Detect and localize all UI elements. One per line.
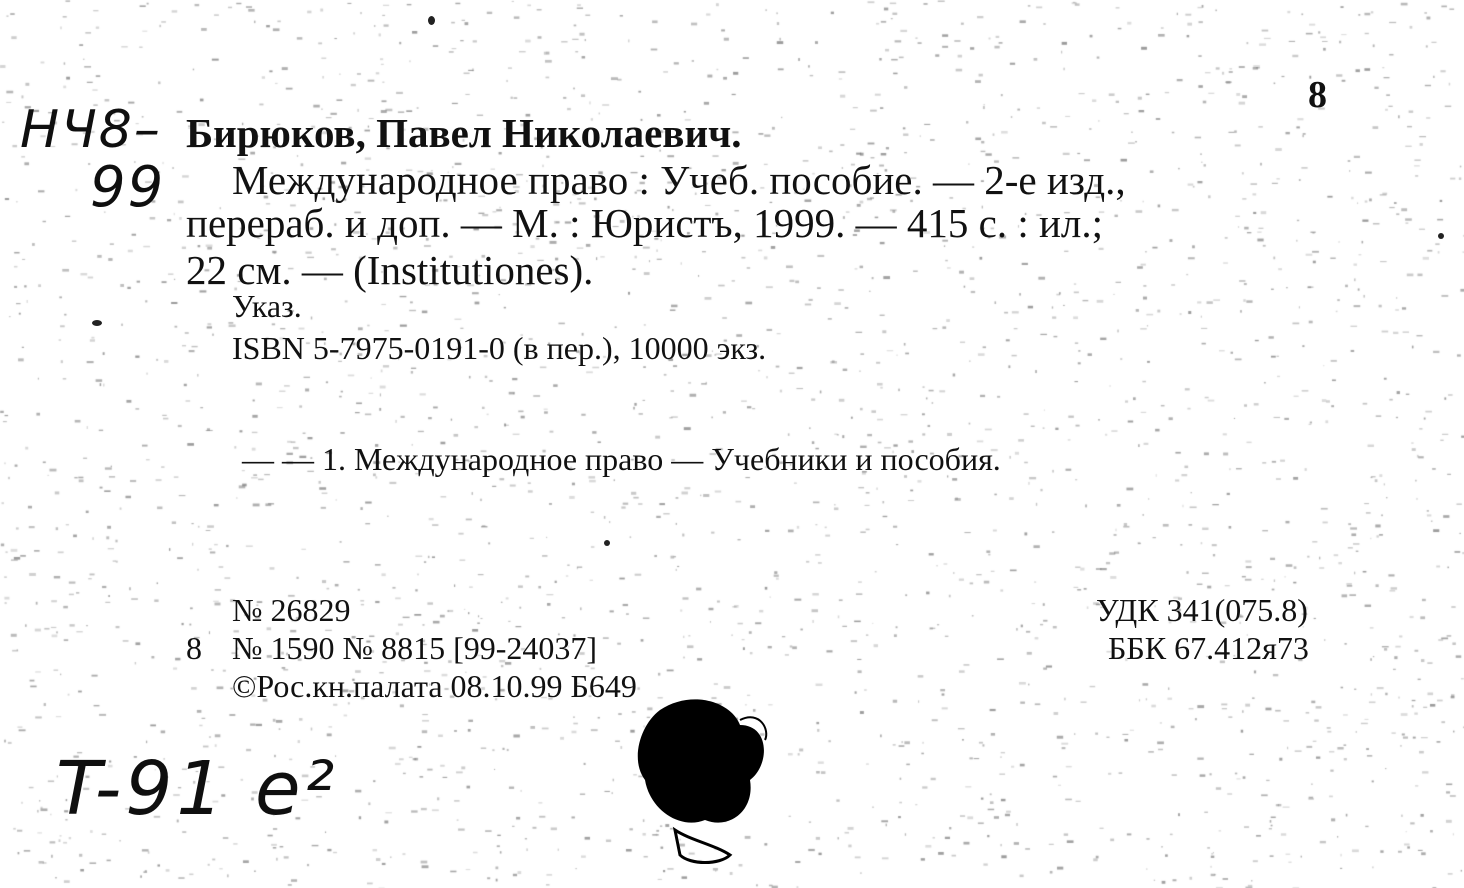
handwritten-shelf-mark-bottom: 99: [90, 155, 166, 220]
author-heading: Бирюков, Павел Николаевич.: [186, 110, 742, 156]
ink-stain-icon: [620, 680, 790, 880]
book-chamber-line: ©Рос.кн.палата 08.10.99 Б649: [232, 668, 637, 704]
speck: [604, 540, 610, 546]
note-index: Указ.: [232, 288, 302, 324]
title-line-1: Международное право : Учеб. пособие. — 2-е изд.,: [232, 157, 1126, 203]
subject-heading-line: — — 1. Международное право — Учебники и пособия.: [242, 441, 1001, 477]
title-line-2: перераб. и доп. — М. : Юристъ, 1999. — 415 с. : ил.;: [186, 200, 1104, 246]
speck: [92, 320, 102, 326]
speck: [1438, 233, 1444, 239]
speck: [428, 16, 435, 25]
bbk-code: ББК 67.412я73: [1108, 630, 1309, 666]
handwritten-shelf-mark-top: НЧ8–: [20, 100, 162, 160]
record-line-2: № 1590 № 8815 [99-24037]: [232, 630, 598, 666]
record-number: № 26829: [232, 592, 351, 628]
corner-number: 8: [1308, 74, 1327, 116]
isbn-line: ISBN 5-7975-0191-0 (в пер.), 10000 экз.: [232, 330, 767, 366]
title-line-3: 22 см. — (Institutiones).: [186, 247, 594, 293]
left-small-number: 8: [186, 630, 202, 666]
udk-code: УДК 341(075.8): [1096, 592, 1308, 628]
handwritten-code: T-91 e²: [56, 746, 339, 832]
